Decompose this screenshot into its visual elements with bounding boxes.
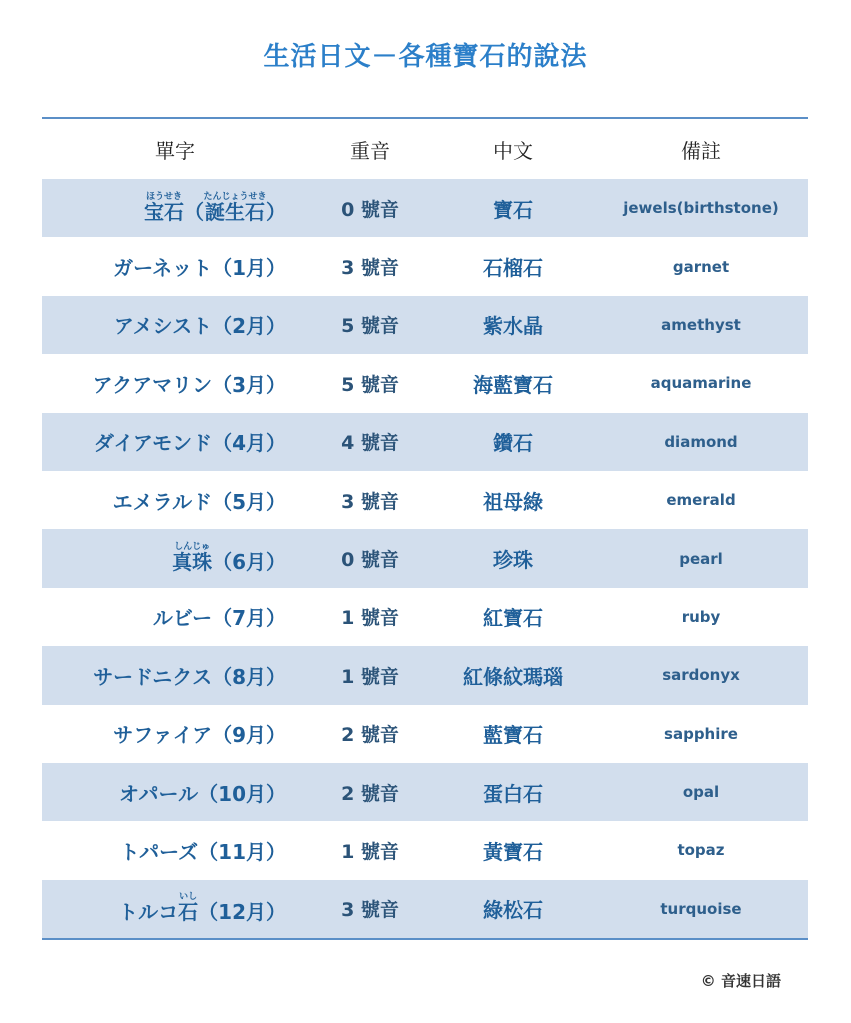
- chinese-cell: 珍珠: [432, 529, 594, 587]
- word-cell: サファイア（9月）: [42, 705, 308, 763]
- word-cell: アメシスト（2月）: [42, 296, 308, 354]
- table-row: [42, 588, 808, 646]
- accent-cell: 3 號音: [308, 471, 432, 529]
- note-cell: sardonyx: [594, 646, 808, 704]
- table-row: [42, 529, 808, 587]
- chinese-cell: 海藍寶石: [432, 354, 594, 412]
- furigana: たんじょうせき: [203, 191, 267, 202]
- accent-cell: 5 號音: [308, 354, 432, 412]
- word-cell: トパーズ（11月）: [42, 821, 308, 879]
- chinese-cell: 紅寶石: [432, 588, 594, 646]
- note-cell: jewels(birthstone): [594, 179, 808, 237]
- word-cell: 宝石ほうせき（誕生石たんじょうせき）: [42, 179, 308, 237]
- ruby-word: 真珠しんじゅ: [172, 542, 213, 575]
- table-row: [42, 821, 808, 879]
- ruby-word: 宝石ほうせき: [143, 191, 184, 224]
- header-row: [42, 118, 808, 179]
- accent-cell: 3 號音: [308, 880, 432, 939]
- table-row: [42, 471, 808, 529]
- note-cell: diamond: [594, 413, 808, 471]
- table-row: [42, 179, 808, 237]
- chinese-cell: 蛋白石: [432, 763, 594, 821]
- chinese-cell: 鑽石: [432, 413, 594, 471]
- accent-cell: 1 號音: [308, 588, 432, 646]
- chinese-cell: 黃寶石: [432, 821, 594, 879]
- word-cell: ルビー（7月）: [42, 588, 308, 646]
- chinese-cell: 紫水晶: [432, 296, 594, 354]
- chinese-cell: 綠松石: [432, 880, 594, 939]
- table-row: [42, 296, 808, 354]
- table-row: [42, 705, 808, 763]
- accent-cell: 0 號音: [308, 529, 432, 587]
- table-row: [42, 237, 808, 295]
- chinese-cell: 祖母綠: [432, 471, 594, 529]
- furigana: しんじゅ: [172, 542, 213, 553]
- chinese-cell: 紅條紋瑪瑙: [432, 646, 594, 704]
- copyright-text: © 音速日語: [700, 972, 781, 990]
- header-word: 單字: [155, 138, 195, 163]
- word-cell: ダイアモンド（4月）: [42, 413, 308, 471]
- header-chinese: 中文: [493, 138, 533, 163]
- header-note: 備註: [681, 138, 721, 163]
- accent-cell: 0 號音: [308, 179, 432, 237]
- word-cell: サードニクス（8月）: [42, 646, 308, 704]
- note-cell: turquoise: [594, 880, 808, 939]
- chinese-cell: 藍寶石: [432, 705, 594, 763]
- note-cell: amethyst: [594, 296, 808, 354]
- note-cell: ruby: [594, 588, 808, 646]
- accent-cell: 2 號音: [308, 763, 432, 821]
- ruby-word: 誕生石たんじょうせき: [203, 191, 267, 224]
- chinese-cell: 石榴石: [432, 237, 594, 295]
- note-cell: opal: [594, 763, 808, 821]
- accent-cell: 5 號音: [308, 296, 432, 354]
- chinese-cell: 寶石: [432, 179, 594, 237]
- furigana: いし: [178, 892, 199, 903]
- ruby-word: 石いし: [178, 892, 199, 925]
- table-row: [42, 880, 808, 939]
- header-accent: 重音: [350, 138, 390, 163]
- accent-cell: 1 號音: [308, 646, 432, 704]
- table-row: [42, 763, 808, 821]
- note-cell: emerald: [594, 471, 808, 529]
- page-title: 生活日文－各種寶石的說法: [263, 42, 588, 72]
- word-cell: ガーネット（1月）: [42, 237, 308, 295]
- furigana: ほうせき: [143, 191, 184, 202]
- word-cell: オパール（10月）: [42, 763, 308, 821]
- word-cell: 真珠しんじゅ（6月）: [42, 529, 308, 587]
- table-row: [42, 646, 808, 704]
- note-cell: aquamarine: [594, 354, 808, 412]
- accent-cell: 2 號音: [308, 705, 432, 763]
- accent-cell: 1 號音: [308, 821, 432, 879]
- word-cell: エメラルド（5月）: [42, 471, 308, 529]
- note-cell: pearl: [594, 529, 808, 587]
- table-row: [42, 413, 808, 471]
- gemstone-table: [42, 117, 808, 940]
- table-row: [42, 354, 808, 412]
- note-cell: topaz: [594, 821, 808, 879]
- word-cell: トルコ石いし（12月）: [42, 880, 308, 939]
- accent-cell: 4 號音: [308, 413, 432, 471]
- accent-cell: 3 號音: [308, 237, 432, 295]
- note-cell: sapphire: [594, 705, 808, 763]
- word-cell: アクアマリン（3月）: [42, 354, 308, 412]
- note-cell: garnet: [594, 237, 808, 295]
